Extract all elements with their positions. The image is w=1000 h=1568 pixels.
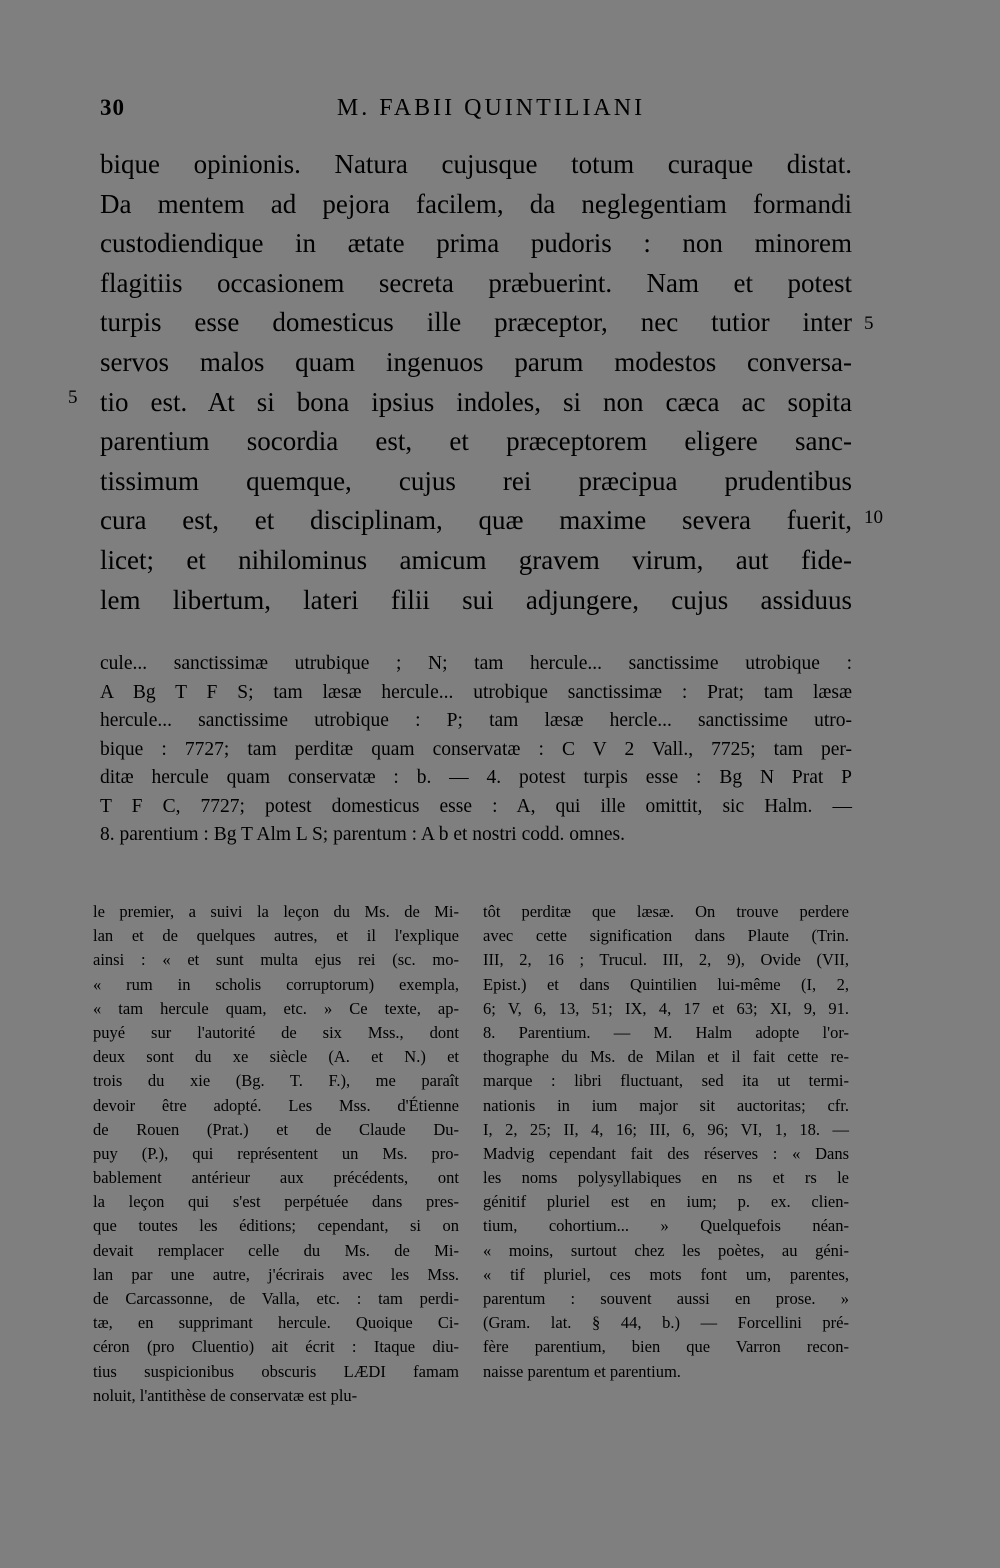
line-number-marker: 10 [864,507,883,528]
note-line: que toutes les éditions; cependant, si on [93,1216,459,1236]
note-line: trois du xie (Bg. T. F.), me paraît [93,1071,459,1091]
note-line: parentum : souvent aussi en prose. » [483,1289,849,1308]
note-line: génitif pluriel est en ium; p. ex. clien- [483,1192,849,1212]
page-number: 30 [100,95,125,120]
note-line: 6; V, 6, 13, 51; IX, 4, 17 et 63; XI, 9, 91. [483,998,849,1018]
note-line: tius suspicionibus obscuris LÆDI famam [93,1361,459,1381]
note-line: tium, cohortium... » Quelquefois néan- [483,1216,849,1236]
apparatus-line: 8. parentium : Bg T Alm L S; parentum : A b et nostri codd. omnes. [100,824,626,845]
note-line: naisse parentum et parentium. [483,1361,681,1381]
note-line: Epist.) et dans Quintilien lui-même (I, 2, [483,974,849,994]
note-line: ainsi : « et sunt multa ejus rei (sc. mo- [93,950,459,970]
text-line: lem libertum, lateri filii sui adjungere, cujus assiduus [100,584,852,615]
note-line: bablement antérieur aux précédents, ont [93,1168,459,1188]
note-line: nationis in ium major sit auctoritas; cfr. [483,1095,849,1115]
text-line: bique opinionis. Natura cujusque totum curaque distat. [100,149,852,179]
page-header [100,95,852,129]
note-line: céron (pro Cluentio) ait écrit : Itaque diu- [93,1337,459,1357]
text-line: turpis esse domesticus ille præceptor, nec tutior inter [100,307,852,338]
apparatus-line: ditæ hercule quam conservatæ : b. — 4. potest turpis esse : Bg N Prat P [100,767,852,788]
line-number-marker: 5 [68,387,78,408]
note-line: puy (P.), qui représentent un Ms. pro- [93,1143,459,1163]
note-line: puyé sur l'autorité de six Mss., dont [93,1022,459,1042]
note-line: de Rouen (Prat.) et de Claude Du- [93,1119,459,1139]
note-line: le premier, a suivi la leçon du Ms. de Mi- [93,902,459,921]
text-line: flagitiis occasionem secreta præbuerint. Nam et potest [100,267,852,298]
text-line: parentium socordia est, et præceptorem eligere sanc- [100,426,852,457]
text-line: tio est. At si bona ipsius indoles, si non cæca ac sopita [100,386,852,417]
text-line: servos malos quam ingenuos parum modestos conversa- [100,346,852,377]
note-line: lan par une autre, j'écrirais avec les Mss. [93,1264,459,1284]
apparatus-line: hercule... sanctissime utrobique : P; tam læsæ hercle... sanctissime utro- [100,710,852,731]
running-title: M. FABII QUINTILIANI [336,95,646,121]
text-line: cura est, et disciplinam, quæ maxime severa fuerit, [100,505,852,536]
note-line: thographe du Ms. de Milan et il fait cette re- [483,1047,849,1067]
note-line: III, 2, 16 ; Trucul. III, 2, 9), Ovide (VII, [483,950,849,970]
note-line: fère parentium, bien que Varron recon- [483,1337,849,1357]
note-line: Madvig cependant fait des réserves : « Dans [483,1143,849,1163]
note-line: « moins, surtout chez les poètes, au géni- [483,1240,849,1260]
line-number-marker: 5 [864,313,874,334]
apparatus-line: T F C, 7727; potest domesticus esse : A, qui ille omittit, sic Halm. — [100,795,852,817]
text-line: custodiendique in ætate prima pudoris : non minorem [100,228,852,259]
note-line: tæ, en supprimant hercule. Quoique Ci- [93,1313,459,1333]
note-line: « tif pluriel, ces mots font um, parentes, [483,1264,849,1284]
note-line: noluit, l'antithèse de conservatæ est plu- [93,1385,358,1405]
note-line: I, 2, 25; II, 4, 16; III, 6, 96; VI, 1, 18. — [483,1119,849,1139]
note-line: 8. Parentium. — M. Halm adopte l'or- [483,1022,849,1042]
note-line: « tam hercule quam, etc. » Ce texte, ap- [93,998,459,1018]
note-line: marque : libri fluctuant, sed ita ut termi- [483,1071,849,1091]
text-line: licet; et nihilominus amicum gravem virum, aut fide- [100,544,852,575]
note-line: tôt perditæ que læsæ. On trouve perdere [483,902,849,921]
note-line: deux sont du xe siècle (A. et N.) et [93,1047,459,1067]
note-line: « rum in scholis corruptorum) exempla, [93,974,459,994]
main-latin-text [100,145,852,620]
apparatus-line: A Bg T F S; tam læsæ hercule... utrobique sanctissimæ : Prat; tam læsæ [100,681,852,703]
note-line: avec cette signification dans Plaute (Trin. [483,926,849,946]
text-line: tissimum quemque, cujus rei præcipua prudentibus [100,465,852,496]
note-line: de Carcassonne, de Valla, etc. : tam perdi- [93,1289,459,1308]
critical-apparatus [100,650,852,850]
apparatus-line: bique : 7727; tam perditæ quam conservatæ : C V 2 Vall., 7725; tam per- [100,738,852,760]
note-line: devoir être adopté. Les Mss. d'Étienne [93,1095,459,1115]
note-line: lan et de quelques autres, et il l'explique [93,926,459,946]
note-line: les noms polysyllabiques en ns et rs le [483,1168,849,1188]
note-line: la leçon qui s'est perpétuée dans pres- [93,1192,459,1212]
text-line: Da mentem ad pejora facilem, da neglegentiam formandi [100,188,852,219]
notes-left-column [93,900,459,1408]
apparatus-line: cule... sanctissimæ utrubique ; N; tam hercule... sanctissime utrobique : [100,653,852,674]
note-line: (Gram. lat. § 44, b.) — Forcellini pré- [483,1313,849,1333]
note-line: devait remplacer celle du Ms. de Mi- [93,1240,459,1260]
notes-right-column [483,900,849,1384]
